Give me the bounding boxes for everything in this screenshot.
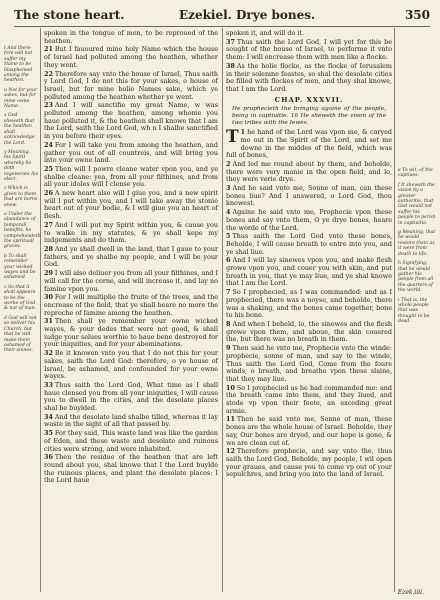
- column-divider: [222, 28, 223, 592]
- marginal-note: i That is, the whole people that was thought to be dead.: [398, 297, 430, 325]
- verse-number: 5: [226, 232, 231, 241]
- verse: [44, 71, 218, 102]
- verse: [44, 454, 218, 485]
- verse-text: And the desolate land shalbe tilled, whereas it lay waste in the sight of all that passed by.: [44, 412, 218, 429]
- verse-number: 32: [44, 349, 53, 358]
- verse-number: 31: [44, 317, 53, 326]
- verse-text: And he said vnto me, Sonne of man, can these bones liue? And I answered, o Lord God, thou knowest.: [226, 184, 392, 208]
- marginal-note: h Signifying, that he would gather his people from all the quarters of the world.: [398, 261, 434, 294]
- verse-text: Therefore prophecie, and say vnto the, thus saith the Lord God, Beholde, my people, I wil open your graues, and cause you to come vp out of your sepulchres, and bring you into the land of Israel.: [226, 447, 392, 479]
- verse-text: Therefore say vnto the house of Israel, Thus saith y Lord God, I do not this for your sakes, o house of Israel, but for mine holie Names sake, which ye polluted among the heathen whether ye went.: [44, 69, 218, 101]
- marginal-note: b To shall remember your wicked wayes and be ashamed.: [4, 253, 36, 281]
- marginal-note: c So that it shall appeare to be the worke of God & not of man.: [4, 284, 37, 312]
- left-text-column: [44, 30, 218, 486]
- verse: [44, 430, 218, 453]
- running-head-center: Ezekiel. Drye bones.: [179, 8, 316, 22]
- verse-number: 38: [226, 61, 235, 70]
- right-column-upper: [226, 30, 392, 94]
- verse: [226, 385, 392, 416]
- verse-text: And I will put my Spirit within you, & cause you to walke in my statutes, & ye shall kepe my iudgements and do them.: [44, 220, 218, 245]
- verse: [226, 30, 392, 38]
- verse-text: For I will multiplie the fruite of the trees, and the encrease of the field, that ye shall beare no more the reproche of famine among the heathen.: [44, 293, 218, 317]
- verse: [44, 166, 218, 189]
- verse-number: 12: [226, 447, 235, 456]
- verse-text: spoken it, and will do it.: [226, 29, 304, 37]
- verse-text: So I prophecied, as I was commanded: and as I prophecied, there was a noyse, and beholde, there was a shaking, and the bones came together, bone to his bone.: [226, 288, 392, 320]
- verse: [226, 63, 392, 94]
- verse-text: As the holie flocke, as the flocke of Ierusalem in their solemne feastes, so shal the desolate cities be filled with flockes of men, and they shal knowe, that I am the Lord.: [226, 61, 392, 93]
- verse-number: 27: [44, 220, 53, 229]
- verse-text: Thus saith the Lord God, I will yet for this be sought of the house of Israel, to performe it vnto them: I will encrease them with men like a flocke.: [226, 37, 392, 62]
- left-margin-rule: [40, 28, 41, 592]
- verse-number: 23: [44, 101, 53, 110]
- verse-number: 10: [226, 383, 235, 392]
- marginal-note: e To wit, of the captiues.: [398, 168, 433, 179]
- chapter-summary: He prophecieth the bringing againe of the people, being in captiuitie. 16 He sheweth the vnion of the two tribes with the Iewes.: [232, 106, 386, 126]
- verse: [226, 345, 392, 384]
- verse-number: 34: [44, 412, 53, 421]
- verse-number: 11: [226, 415, 235, 424]
- verse-number: 3: [226, 184, 231, 193]
- verse-text: For I will take you from among the heathen, and gather you out of all countreis, and will bring you into your owne land.: [44, 140, 218, 165]
- marginal-note: t And there-fore will not suffer my Name to be blasphemed among the heathen.: [4, 46, 33, 84]
- marginal-note: a Under the abundance of temporall benefits, he comprehendeth the spirituall graces.: [4, 211, 41, 250]
- verse: [226, 289, 392, 320]
- verse: [44, 142, 218, 165]
- verse-number: 25: [44, 164, 53, 173]
- verse-number: 36: [44, 453, 53, 462]
- verse-number: 28: [44, 244, 53, 253]
- verse: [226, 321, 392, 344]
- verse-text: Thus saith the Lord God vnto these bones, Beholde, I will cause breath to entre into you, and ye shal liue.: [226, 232, 392, 256]
- catchword: Ezek.iiii.: [397, 589, 424, 596]
- verse-text: And when I beheld, lo, the sinewes and the flesh grewe vpon them, and aboue, the skin couered the, but there was no breath in them.: [226, 319, 392, 344]
- verse: [44, 190, 218, 221]
- verse-number: 30: [44, 293, 53, 302]
- verse-text: Then will I powre cleane water vpon you, and ye shalbe cleane: yea, from all your filthines, and from all your idoles will I clense you.: [44, 164, 218, 189]
- verse-text: Thus saith the Lord God, What time as I shall haue clensed you from all your iniquities, I will cause you to dwell in the cities, and the desolate places shal be buylded.: [44, 380, 218, 413]
- verse: [44, 270, 218, 293]
- verse-number: 2: [226, 159, 231, 168]
- chapter-heading: CHAP. XXXVII.: [274, 95, 344, 104]
- verse-number: 26: [44, 189, 53, 198]
- running-head-left: The stone heart.: [14, 8, 125, 22]
- marginal-note: g Meaning, that he would restore them as it were from death to life.: [398, 230, 436, 257]
- verse: [44, 222, 218, 245]
- verse: [44, 350, 218, 381]
- verse: [226, 233, 392, 256]
- verse-number: 24: [44, 140, 53, 149]
- drop-cap: T: [226, 127, 239, 148]
- verse: [226, 39, 392, 62]
- verse: [44, 30, 218, 45]
- verse: [226, 185, 392, 208]
- running-head: [14, 8, 430, 27]
- right-column-lower: [226, 129, 392, 479]
- marginal-note: y Meaning, his Spirit whereby he doth regenerate his elect.: [4, 149, 38, 182]
- verse-text: But I fauoured mine holy Name which the house of Israel had polluted among the heathen, whether they went.: [44, 45, 218, 69]
- verse-number: 7: [226, 288, 231, 297]
- verse: [226, 416, 392, 447]
- marginal-note: u Not for your sakes, but for mine owne Name.: [4, 87, 38, 110]
- verse: [226, 209, 392, 232]
- verse-text: Be it knowen vnto you that I do not this for your sakes, saith the Lord God: therefore, o ye house of Israel, be ashamed, and confounded for your owne wayes.: [44, 349, 218, 381]
- verse-text: A new heart also will I giue you, and a new spirit will I put within you, and I will take away the stonie heart out of your bodie, & I will giue you an heart of flesh.: [44, 189, 218, 221]
- marginal-note: z Which is given to them that are borne anew.: [4, 186, 38, 208]
- verse-number: 35: [44, 429, 53, 438]
- verse-text: Then shall ye remember your owne wicked wayes, & your dedes that were not good, & shall iudge your selues worthie to haue bene destroyed for your iniquities, and for your abominations.: [44, 317, 218, 349]
- verse: [44, 318, 218, 349]
- verse: [226, 161, 392, 184]
- marginal-note: x God sheweth that the heathen shall acknowledge the Lord.: [4, 113, 35, 146]
- verse-text: And I will sanctifie my great Name, w was polluted among the heathen, among whome you haue polluted it, & the heathen shall knowe that I am the Lord, saith the Lord God, wh n I shalbe sanctified in you before their eyes.: [44, 101, 218, 141]
- verse: [44, 246, 218, 269]
- right-marginal-notes: [398, 168, 436, 329]
- verse-text: Then the residue of the heathen that are left round about you, shal knowe that I the Lord buylde the ruinous places, and plant the desolate places: I the Lord haue: [44, 453, 218, 485]
- verse-text: he hand of the Lord was vpon me, & caryed me out in the Spirit of the Lord, and set me downe in the middes of the field, which was full of bones,: [226, 128, 392, 160]
- verse-number: 21: [44, 45, 53, 54]
- page-number: 350: [404, 8, 430, 22]
- verse-text: I will also deliuer you from all your filthines, and I will call for the corne, and will increase it, and lay no famine vpon you.: [44, 269, 218, 293]
- verse-text: So I prophecied as he had commanded me: and the breath came into them, and they liued, and stode vp vpon their feete, an exceding great armie.: [226, 383, 392, 415]
- verse: [44, 294, 218, 317]
- verse-number: 33: [44, 380, 53, 389]
- verse: [226, 129, 392, 160]
- verse-number: 29: [44, 269, 53, 278]
- verse-text: And I will lay sinewes vpon you, and make flesh growe vpon you, and couer you with skin, and put breath in you, that ye may liue, and ye shal knowe that I am the Lord.: [226, 256, 392, 288]
- marginal-note: d God will not so deliver his Church, but that he will make them ashamed of their sinnes.: [4, 315, 37, 354]
- verse-number: 22: [44, 69, 53, 78]
- verse-text: Againe he said vnto me, Prophecie vpon these bones and say vnto them, O ye drye bones, heare the worde of the Lord.: [226, 208, 392, 232]
- verse-text: spoken in the tongue of men, to be reproued of the heathen.: [44, 29, 218, 45]
- verse-number: 37: [226, 37, 235, 46]
- verse-number: 1: [240, 128, 246, 137]
- verse-text: For they said, This waste land was like the garden of Eden, and these waste and desolate and ruinous cities were strong, and were inhabited.: [44, 429, 218, 453]
- right-text-column: [226, 30, 392, 480]
- verse: [44, 46, 218, 69]
- verse-number: 6: [226, 256, 231, 265]
- verse: [226, 257, 392, 288]
- verse-text: Then he said vnto me, Sonne of man, these bones are the whole house of Israel. Beholde, they say, Our bones are dryed, and our hope is gone, & we are clean cut of.: [226, 415, 392, 447]
- left-marginal-notes: [4, 46, 41, 358]
- verse-text: Then said he vnto me, Prophecie vnto the winde: prophecie, sonne of man, and say to the winde, Thus saith the Lord God, Come from the foure winds, o breath, and breathe vpon these slaine, that they may liue.: [226, 344, 392, 383]
- verse: [44, 382, 218, 413]
- verse: [44, 102, 218, 141]
- verse-text: And led me round about by them, and beholde, there were very manie in the open field, and lo, they were verie drye.: [226, 159, 392, 184]
- verse-text: And ye shall dwell in the land, that I gaue to your fathers, and ye shalbe my people, and I will be your God.: [44, 244, 218, 269]
- marginal-note: f It sheweth the vision by a greater authoritie, that God would not suffer his people to perish in captiuitie.: [398, 182, 436, 226]
- verse-number: 9: [226, 344, 231, 353]
- right-margin-rule: [394, 28, 395, 592]
- verse-number: 8: [226, 319, 231, 328]
- verse-number: 4: [226, 208, 231, 217]
- verse: [44, 414, 218, 429]
- verse: [226, 448, 392, 479]
